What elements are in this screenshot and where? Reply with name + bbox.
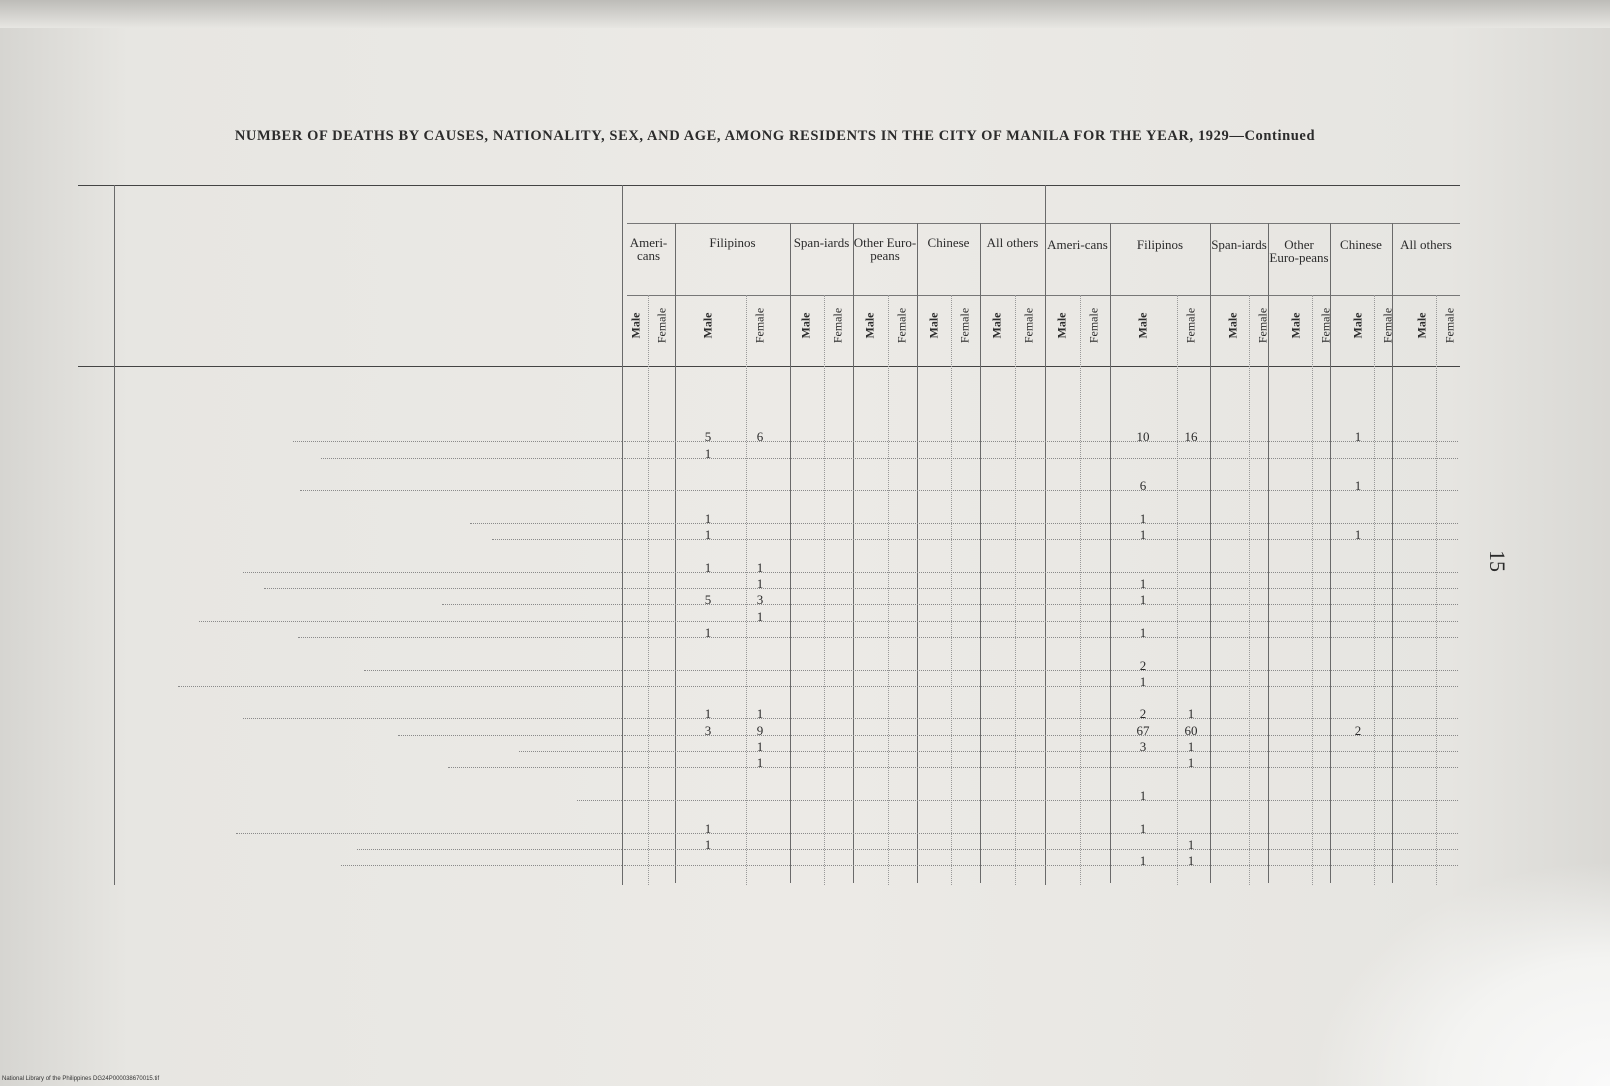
table-cell: 10 [1136,429,1150,445]
dot-leader [624,833,1458,834]
table-cell: 1 [1139,673,1147,689]
table-row [0,609,1610,625]
dot-leader [519,751,623,752]
table-row [0,837,1610,853]
sex-header: Female [1021,307,1036,344]
table-row [0,674,1610,690]
nationality-header: Filipinos [1136,237,1184,252]
table-cell: 2 [1354,722,1362,738]
table-cell: 1 [1139,510,1147,526]
table-row [0,592,1610,608]
table-cell: 5 [704,592,712,608]
sex-header: Male [1054,312,1069,339]
table-row [0,641,1610,657]
table-cell: 1 [1187,853,1195,869]
dot-leader [243,718,622,719]
sex-header: Female [1086,307,1101,344]
nationality-header: Chinese [1340,237,1382,252]
dot-leader [243,572,622,573]
sex-header: Male [926,312,941,339]
table-cell: 1 [1139,787,1147,803]
table-cell: 1 [1139,820,1147,836]
table-cell: 1 [704,510,712,526]
table-cell: 1 [704,706,712,722]
sex-header: Female [894,307,909,344]
dot-leader [398,735,622,736]
table-row [0,804,1610,820]
table-cell: 1 [1187,836,1195,852]
group-rule [627,223,1460,224]
dot-leader [624,800,1458,801]
dot-leader [321,458,622,459]
dot-leader [624,865,1458,866]
table-cell: 60 [1184,722,1198,738]
table-cell: 1 [756,739,764,754]
nationality-header: Chinese [927,235,970,250]
table-row [0,429,1610,445]
table-cell: 1 [756,706,764,722]
table-cell: 1 [1139,576,1147,591]
nationality-header: Other Euro-peans [1269,237,1329,265]
table-cell: 2 [1139,706,1147,722]
dot-leader [577,800,622,801]
dot-leader [298,637,622,638]
nationality-header: All others [1400,237,1452,252]
table-title: NUMBER OF DEATHS BY CAUSES, NATIONALITY, SEX, AND AGE, AMONG RESIDENTS IN THE CITY OF MANILA FOR THE YEAR, 1929—Continued [234,128,1316,144]
sex-header: Male [862,312,877,339]
table-row [0,772,1610,788]
table-cell: 1 [1354,429,1362,445]
sex-header: Male [1288,312,1303,339]
nationality-header: All others [986,235,1039,250]
table-cell: 1 [1139,624,1147,640]
sex-header: Female [957,307,972,344]
sex-header: Female [830,307,845,344]
dot-leader [470,523,622,524]
table-cell: 1 [1354,527,1362,543]
sex-header: Female [654,307,669,344]
sex-header: Female [1255,307,1270,344]
sex-header: Male [700,312,715,339]
table-row [0,462,1610,478]
table-row [0,706,1610,722]
sex-header: Female [1442,307,1457,344]
dot-leader [448,767,623,768]
table-row [0,511,1610,527]
table-row [0,788,1610,804]
table-row [0,755,1610,771]
sex-header: Male [1225,312,1240,339]
table-row [0,446,1610,462]
table-row [0,413,1610,429]
table-cell: 1 [1354,478,1362,494]
table-cell: 1 [756,755,764,771]
header-bottom-rule [78,366,1460,367]
dot-leader [624,670,1458,671]
nationality-header: Filipinos [709,235,756,250]
dot-leader [624,686,1458,687]
table-cell: 16 [1184,429,1198,445]
table-cell: 1 [1139,527,1147,543]
table-cell: 1 [704,445,712,461]
sex-header: Male [989,312,1004,339]
table-row [0,658,1610,674]
table-cell: 1 [1187,739,1195,754]
dot-leader [300,490,622,491]
dot-leader [442,604,622,605]
nationality-header: Other Euro-peans [853,235,917,263]
sex-header: Male [628,312,643,339]
table-cell: 1 [756,576,764,591]
table-cell: 5 [704,429,712,445]
table-cell: 6 [756,429,764,445]
dot-leader [178,686,622,687]
sex-header: Female [1183,307,1198,344]
dot-leader [624,539,1458,540]
table-cell: 1 [756,608,764,624]
table-cell: 67 [1136,722,1150,738]
table-cell: 1 [704,527,712,543]
sex-header: Female [1380,307,1395,344]
page-number: 15 [1485,550,1510,572]
dot-leader [364,670,622,671]
top-edge-shadow [0,0,1610,28]
sex-header: Male [1414,312,1429,339]
dot-leader [492,539,623,540]
table-cell: 1 [704,559,712,575]
table-row [0,690,1610,706]
nationality-header: Ameri-cans [629,235,668,263]
dot-leader [236,833,622,834]
sex-header: Female [752,307,767,344]
nationality-header: Span-iards [1211,237,1267,252]
table-cell: 1 [1139,592,1147,608]
table-cell: 3 [756,592,764,608]
table-cell: 1 [1187,706,1195,722]
table-cell: 1 [756,559,764,575]
dot-leader [624,490,1458,491]
table-cell: 9 [756,722,764,738]
table-cell: 6 [1139,478,1147,494]
table-cell: 1 [704,624,712,640]
table-row [0,853,1610,869]
table-cell: 1 [1187,755,1195,771]
nationality-header: Span-iards [793,235,850,250]
dot-leader [199,621,622,622]
table-cell: 3 [1139,739,1147,754]
dot-leader [264,588,622,589]
sex-header: Female [1318,307,1333,344]
table-cell: 1 [1139,853,1147,869]
table-row [0,625,1610,641]
sex-header: Male [1135,312,1150,339]
scan-footer: National Library of the Philippines DG24P000038670015.tif [2,1076,160,1082]
page-curl [1310,860,1610,1086]
table-cell: 1 [704,836,712,852]
dot-leader [624,849,1458,850]
sex-header: Male [1350,312,1365,339]
sex-rule [627,295,1460,296]
dot-leader [293,441,622,442]
nationality-header: Ameri-cans [1047,237,1108,252]
table-row [0,527,1610,543]
table-cell: 3 [704,722,712,738]
table-row [0,739,1610,755]
table-row [0,576,1610,592]
table-row [0,723,1610,739]
table-cell: 2 [1139,657,1147,673]
table-row [0,495,1610,511]
dot-leader [624,637,1458,638]
table-row [0,543,1610,559]
dot-leader [357,849,622,850]
dot-leader [624,458,1458,459]
header-top-rule [78,185,1460,186]
dot-leader [341,865,622,866]
table-row [0,478,1610,494]
table-cell: 1 [704,820,712,836]
sex-header: Male [798,312,813,339]
table-row [0,821,1610,837]
dot-leader [624,523,1458,524]
table-row [0,560,1610,576]
